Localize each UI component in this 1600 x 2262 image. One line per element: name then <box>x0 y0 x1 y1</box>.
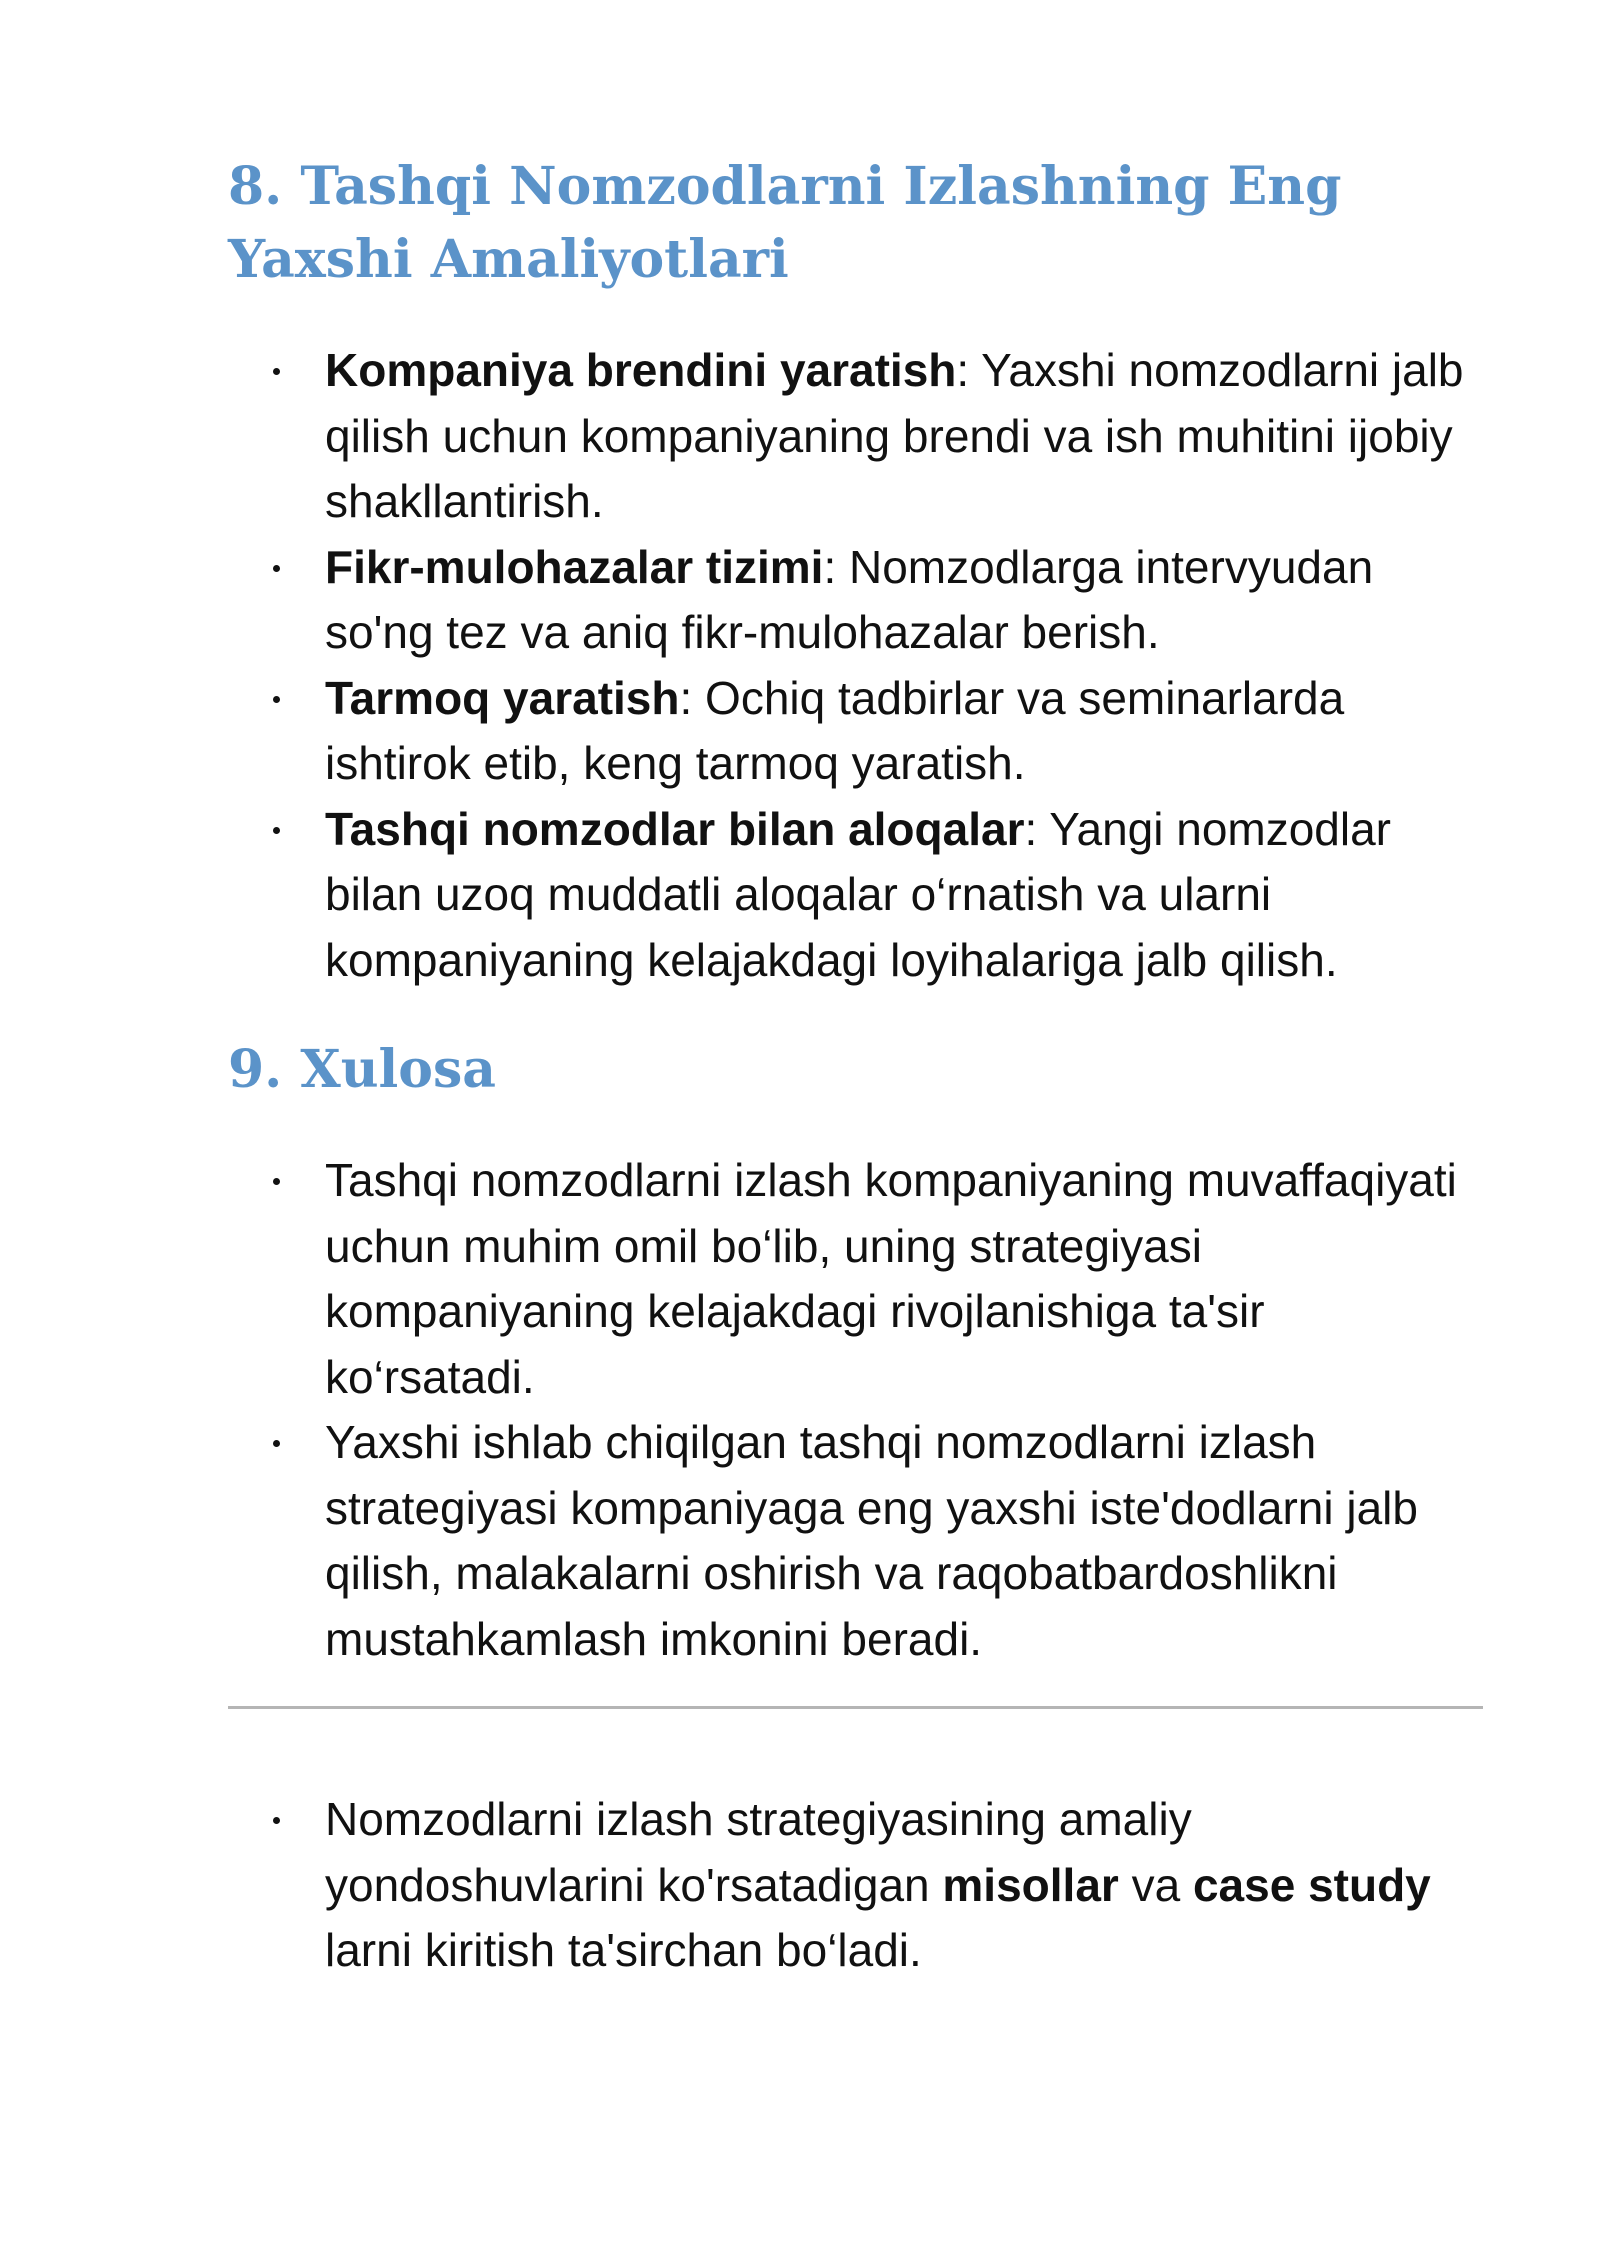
item-term: Fikr-mulohazalar tizimi <box>325 540 824 593</box>
list-item <box>325 535 1483 666</box>
item-text: : Yaxshi nomzodlarni jalb qilish uchun kompaniyaning brendi va ish muhitini ijobiy shakllantirish. <box>325 344 1464 527</box>
list-item <box>325 666 1483 797</box>
section-8-heading: 8. Tashqi Nomzodlarni Izlashning Eng Yaxshi Amaliyotlari <box>228 156 1342 290</box>
list-item <box>325 1410 1483 1672</box>
section-9-list <box>228 1148 1483 1672</box>
note-text-3: larni kiritish ta'sirchan bo‘ladi. <box>325 1924 922 1976</box>
bullet-icon <box>273 565 280 572</box>
list-item <box>325 797 1483 994</box>
horizontal-divider <box>228 1706 1483 1709</box>
item-term: Tarmoq yaratish <box>325 671 680 724</box>
item-text: : Yangi nomzodlar bilan uzoq muddatli aloqalar o‘rnatish va ularni kompaniyaning kelajakdagi loyihalariga jalb qilish. <box>325 802 1392 986</box>
document-page <box>228 150 1483 1984</box>
item-text: : Ochiq tadbirlar va seminarlarda ishtirok etib, keng tarmoq yaratish. <box>325 671 1345 789</box>
note-text-2: va <box>1118 1858 1193 1911</box>
note-text-1: Nomzodlarni izlash strategiyasining amaliy yondoshuvlarini ko'rsatadigan <box>325 1793 1192 1911</box>
bullet-icon <box>273 1178 280 1185</box>
item-text: Tashqi nomzodlarni izlash kompaniyaning muvaffaqiyati uchun muhim omil bo‘lib, uning strategiyasi kompaniyaning kelajakdagi rivojlanishiga ta'sir ko‘rsatadi. <box>325 1154 1457 1403</box>
list-item <box>325 338 1483 535</box>
list-item <box>325 1148 1483 1410</box>
item-text: Yaxshi ishlab chiqilgan tashqi nomzodlarni izlash strategiyasi kompaniyaga eng yaxshi iste'dodlarni jalb qilish, malakalarni oshirish va raqobatbardoshlikni mustahkamlash imkonini beradi. <box>325 1416 1418 1665</box>
item-term: Tashqi nomzodlar bilan aloqalar <box>325 802 1025 855</box>
list-item <box>325 1787 1483 1984</box>
bullet-icon <box>273 368 280 375</box>
item-term: Kompaniya brendini yaratish <box>325 344 957 396</box>
bullet-icon <box>273 696 280 703</box>
section-9-heading: 9. Xulosa <box>228 1039 496 1100</box>
note-bold-misollar: misollar <box>942 1858 1119 1911</box>
bullet-icon <box>273 1817 280 1824</box>
note-list <box>228 1787 1483 1984</box>
bullet-icon <box>273 827 280 834</box>
section-8-list <box>228 338 1483 993</box>
note-bold-case-study: case study <box>1192 1858 1431 1911</box>
item-text: : Nomzodlarga intervyudan so'ng tez va aniq fikr-mulohazalar berish. <box>325 540 1374 658</box>
bullet-icon <box>273 1440 280 1447</box>
